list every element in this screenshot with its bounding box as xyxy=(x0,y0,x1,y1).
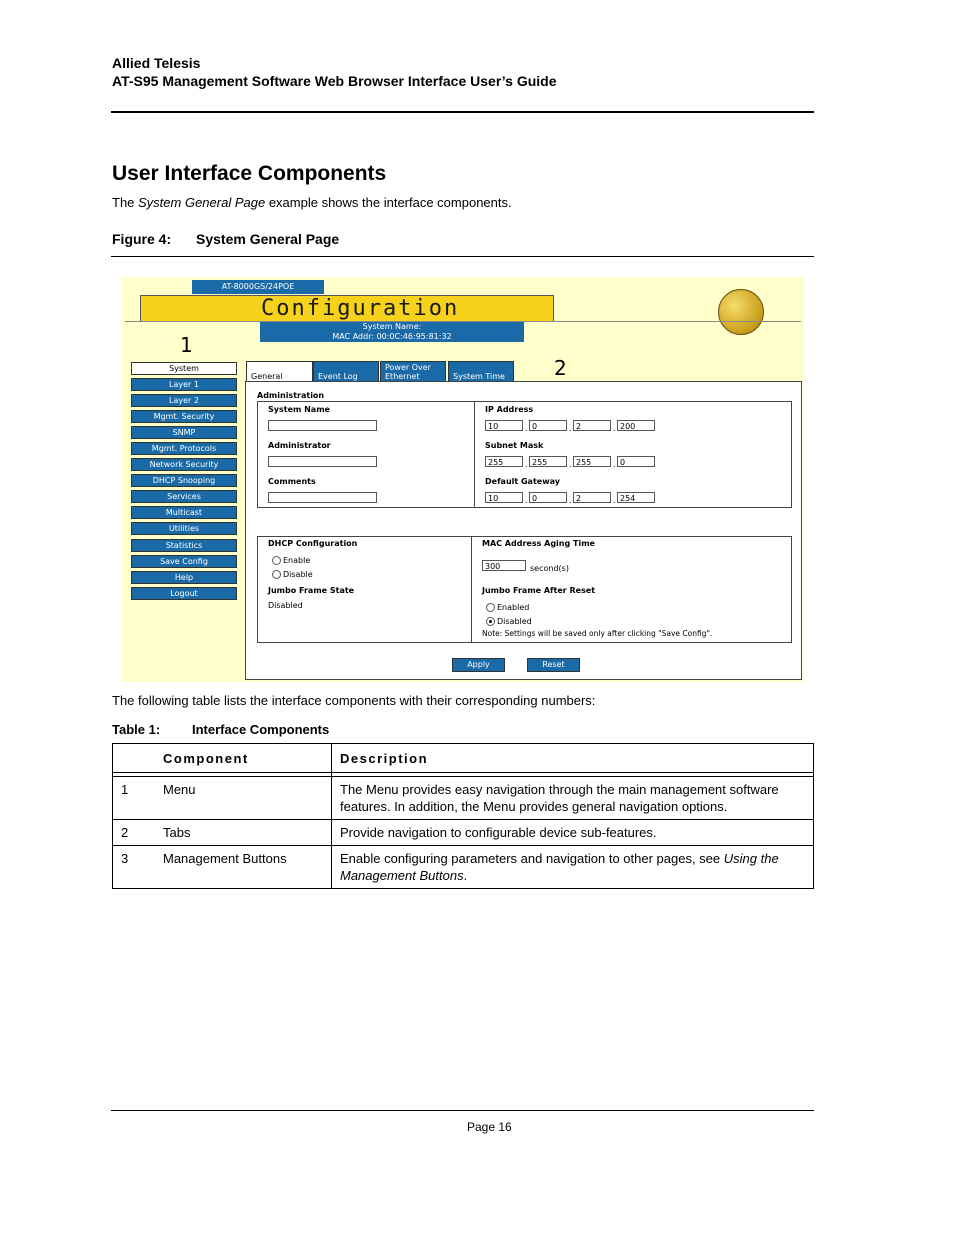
row-number: 2 xyxy=(113,820,160,846)
ip-dot: . xyxy=(525,424,528,433)
gateway-dot: . xyxy=(569,496,572,505)
ip-octet-2[interactable]: 0 xyxy=(529,420,567,431)
table-header-row xyxy=(113,744,814,773)
jumbo-disabled-label: Disabled xyxy=(497,617,532,626)
row-number: 3 xyxy=(113,846,160,889)
mask-octet-4[interactable]: 0 xyxy=(617,456,655,467)
mask-octet-1[interactable]: 255 xyxy=(485,456,523,467)
menu-services[interactable]: Services xyxy=(131,490,237,503)
comments-label: Comments xyxy=(268,477,316,486)
intro-text: The System General Page example shows the interface components. xyxy=(112,195,512,210)
mac-aging-unit: second(s) xyxy=(530,564,569,573)
mac-aging-label: MAC Address Aging Time xyxy=(482,539,595,548)
component-header: Component xyxy=(159,744,332,773)
dhcp-config-label: DHCP Configuration xyxy=(268,539,358,548)
tab-system-time[interactable]: System Time xyxy=(448,361,514,382)
figure-rule xyxy=(111,256,814,257)
mac-aging-input[interactable]: 300 xyxy=(482,560,526,571)
table-row xyxy=(113,777,814,820)
system-name-input[interactable] xyxy=(268,420,377,431)
gateway-octet-1[interactable]: 10 xyxy=(485,492,523,503)
dhcp-disable-radio[interactable] xyxy=(272,570,281,579)
model-label: AT-8000GS/24POE xyxy=(192,280,324,294)
menu-dhcp-snooping[interactable]: DHCP Snooping xyxy=(131,474,237,487)
menu-layer-1[interactable]: Layer 1 xyxy=(131,378,237,391)
description-header: Description xyxy=(332,744,814,773)
ip-octet-1[interactable]: 10 xyxy=(485,420,523,431)
comments-input[interactable] xyxy=(268,492,377,503)
globe-logo-icon xyxy=(718,289,764,335)
page-number: Page 16 xyxy=(467,1120,512,1134)
row-number: 1 xyxy=(113,777,160,820)
mask-dot: . xyxy=(569,460,572,469)
dhcp-enable-radio[interactable] xyxy=(272,556,281,565)
tab-event-log[interactable]: Event Log xyxy=(313,361,379,382)
mask-octet-2[interactable]: 255 xyxy=(529,456,567,467)
jumbo-enabled-radio[interactable] xyxy=(486,603,495,612)
row-component: Tabs xyxy=(159,820,332,846)
ip-octet-4[interactable]: 200 xyxy=(617,420,655,431)
menu-statistics[interactable]: Statistics xyxy=(131,539,237,552)
gateway-octet-3[interactable]: 2 xyxy=(573,492,611,503)
callout-1: 1 xyxy=(180,333,193,357)
mask-octet-3[interactable]: 255 xyxy=(573,456,611,467)
menu-mgmt-protocols[interactable]: Mgmt. Protocols xyxy=(131,442,237,455)
tab-power-over-ethernet[interactable]: Power Over Ethernet xyxy=(380,361,446,382)
ip-address-label: IP Address xyxy=(485,405,534,414)
gateway-dot: . xyxy=(525,496,528,505)
administrator-input[interactable] xyxy=(268,456,377,467)
mask-dot: . xyxy=(613,460,616,469)
callout-2: 2 xyxy=(554,356,567,380)
jumbo-state-label: Jumbo Frame State xyxy=(268,586,355,595)
subnet-mask-label: Subnet Mask xyxy=(485,441,544,450)
row-component: Menu xyxy=(159,777,332,820)
number-header xyxy=(113,744,160,773)
save-config-note: Note: Settings will be saved only after clicking "Save Config". xyxy=(482,629,713,638)
jumbo-enabled-label: Enabled xyxy=(497,603,530,612)
jumbo-reset-label: Jumbo Frame After Reset xyxy=(482,586,596,595)
menu-mgmt-security[interactable]: Mgmt. Security xyxy=(131,410,237,423)
figure-caption: Figure 4: System General Page xyxy=(112,231,340,247)
menu-multicast[interactable]: Multicast xyxy=(131,506,237,519)
dhcp-disable-label: Disable xyxy=(283,570,313,579)
configuration-banner: Configuration xyxy=(140,295,554,322)
dhcp-divider xyxy=(471,536,472,643)
header-rule xyxy=(111,111,814,113)
company-name: Allied Telesis xyxy=(112,55,201,71)
ip-dot: . xyxy=(569,424,572,433)
default-gateway-label: Default Gateway xyxy=(485,477,560,486)
gateway-dot: . xyxy=(613,496,616,505)
section-title: User Interface Components xyxy=(112,162,387,185)
administrator-label: Administrator xyxy=(268,441,331,450)
jumbo-state-value: Disabled xyxy=(268,601,303,610)
row-description: Enable configuring parameters and navigation to other pages, see Using the Management Buttons. xyxy=(332,846,814,889)
system-info-box: System Name: MAC Addr: 00:0C:46:95:81:32 xyxy=(260,322,524,342)
row-description: The Menu provides easy navigation through the main management software features. In addition, the Menu provides general navigation options. xyxy=(332,777,814,820)
menu-save-config[interactable]: Save Config xyxy=(131,555,237,568)
row-description: Provide navigation to configurable device sub-features. xyxy=(332,820,814,846)
interface-components-table xyxy=(112,743,814,889)
gateway-octet-4[interactable]: 254 xyxy=(617,492,655,503)
admin-divider xyxy=(474,401,475,508)
menu-system[interactable]: System xyxy=(131,362,237,375)
menu-help[interactable]: Help xyxy=(131,571,237,584)
menu-logout[interactable]: Logout xyxy=(131,587,237,600)
ip-dot: . xyxy=(613,424,616,433)
ip-octet-3[interactable]: 2 xyxy=(573,420,611,431)
gateway-octet-2[interactable]: 0 xyxy=(529,492,567,503)
apply-button[interactable]: Apply xyxy=(452,658,505,672)
table-caption: Table 1: Interface Components xyxy=(112,722,330,737)
system-general-screenshot xyxy=(122,277,804,682)
menu-layer-2[interactable]: Layer 2 xyxy=(131,394,237,407)
menu-utilities[interactable]: Utilities xyxy=(131,522,237,535)
dhcp-enable-label: Enable xyxy=(283,556,311,565)
menu-network-security[interactable]: Network Security xyxy=(131,458,237,471)
menu-snmp[interactable]: SNMP xyxy=(131,426,237,439)
row-component: Management Buttons xyxy=(159,846,332,889)
table-row xyxy=(113,846,814,889)
administration-heading: Administration xyxy=(257,391,325,400)
mask-dot: . xyxy=(525,460,528,469)
table-intro-text: The following table lists the interface components with their corresponding numbers: xyxy=(112,693,596,708)
guide-title: AT-S95 Management Software Web Browser Interface User’s Guide xyxy=(112,73,557,89)
footer-rule xyxy=(111,1110,814,1111)
system-name-label: System Name xyxy=(268,405,330,414)
tab-general[interactable]: General xyxy=(246,361,313,382)
table-row xyxy=(113,820,814,846)
jumbo-disabled-radio[interactable] xyxy=(486,617,495,626)
reset-button[interactable]: Reset xyxy=(527,658,580,672)
